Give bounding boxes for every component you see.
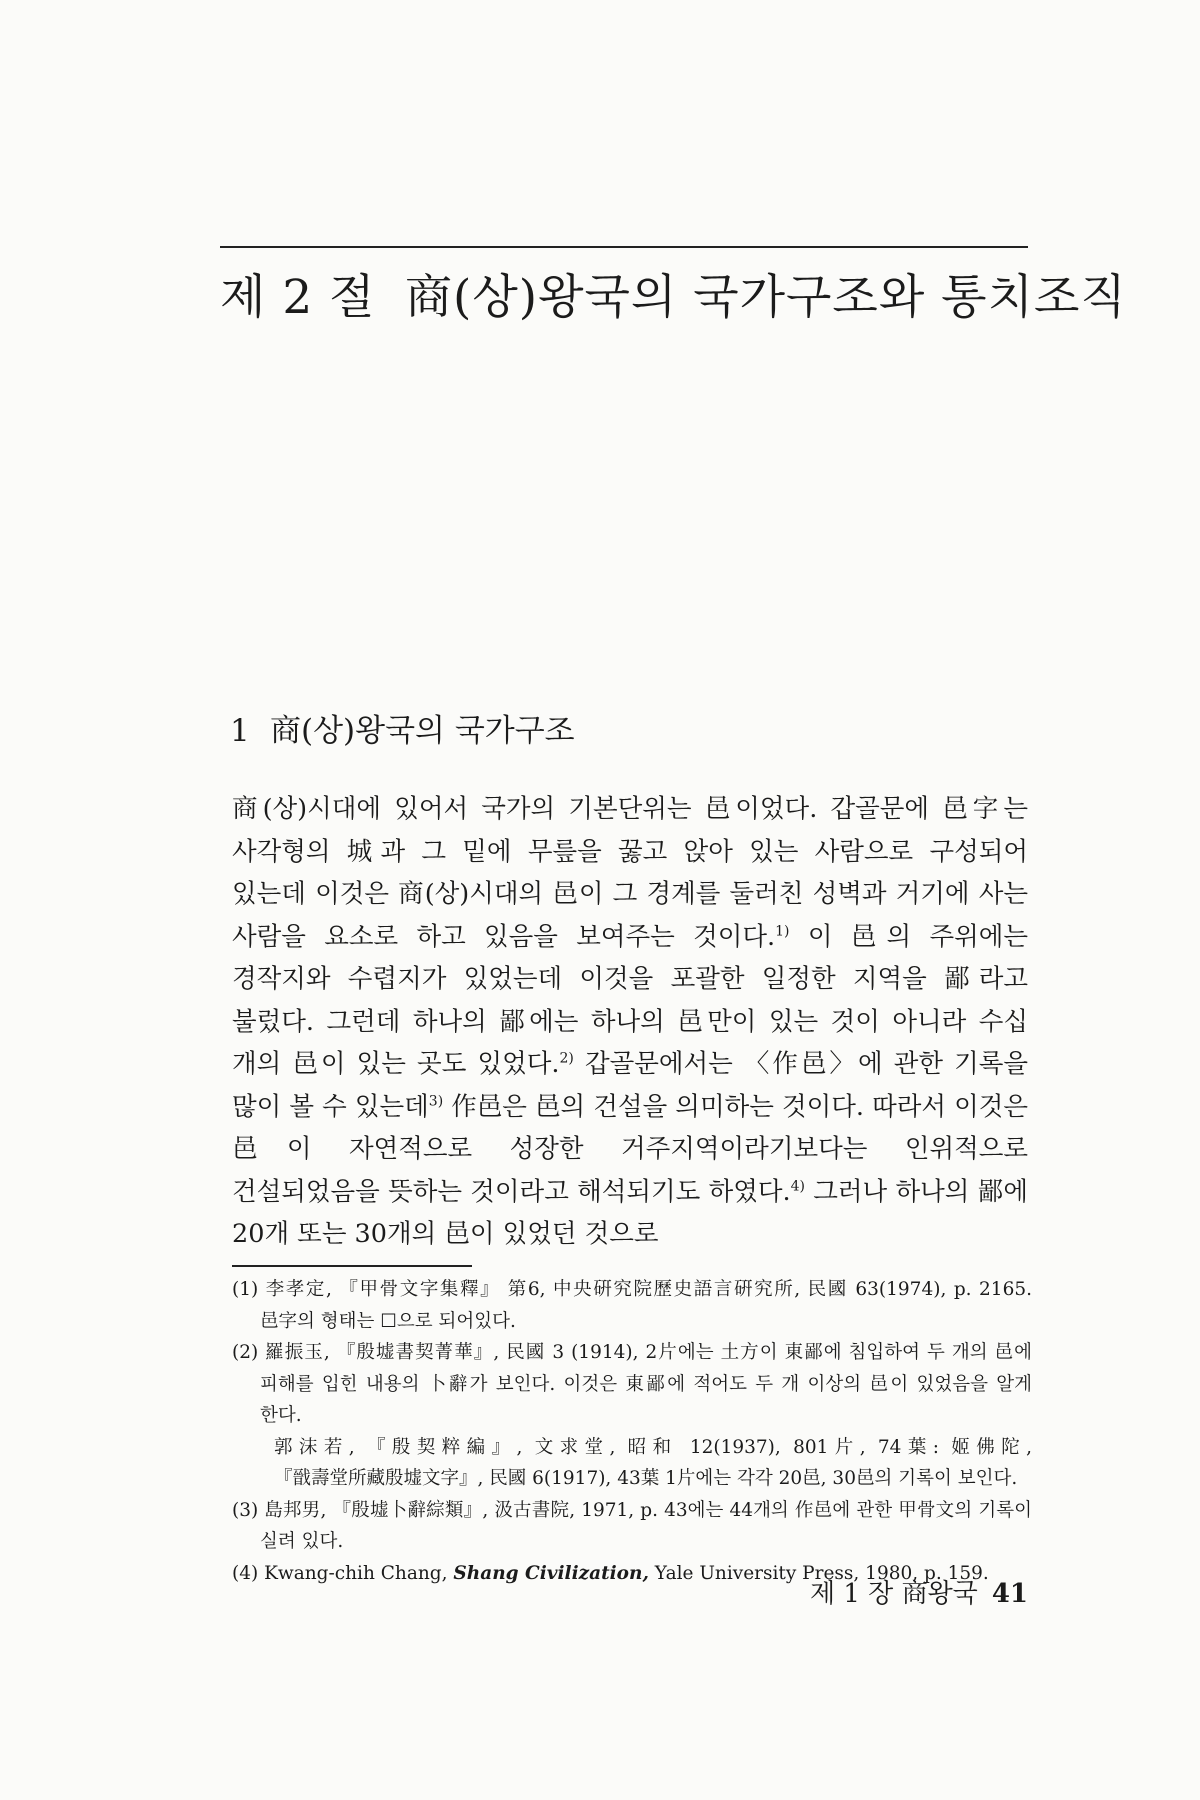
page-number: 41: [991, 1579, 1028, 1609]
chapter-number: 제 2 절: [220, 270, 376, 325]
footnote-ref-4: 4): [790, 1178, 805, 1194]
body-paragraph: [232, 788, 1028, 1256]
body-sentence: 이 邑의 주위에는 경작지와 수렵지가 있었는데 이것을 포괄한 일정한 지역을 鄙라고 불렀다. 그런데 하나의 鄙에는 하나의 邑만이 있는 것이 아니라 수십 개의 邑이 있는 곳도 있었다.: [232, 921, 1028, 1079]
footnote-4-publisher: Yale University Press, 1980, p. 159.: [648, 1562, 989, 1584]
footnote-3: (3) 島邦男, 『殷墟卜辭綜類』, 汲古書院, 1971, p. 43에는 44개의 作邑에 관한 甲骨文의 기록이 실려 있다.: [232, 1499, 1032, 1552]
section-heading: [230, 706, 575, 756]
body-sentence: 商(상)시대에 있어서 국가의 기본단위는 邑이었다. 갑골문에 邑字는 사각형의 城과 그 밑에 무릎을 꿇고 앉아 있는 사람으로 구성되어 있는데 이것은 商(상)시대의 邑이 그 경계를 둘러친 성벽과 거기에 사는 사람을 요소로 하고 있음을 보여주는 것이다.: [232, 794, 1028, 952]
footnotes: [232, 1274, 1032, 1589]
section-title: 商(상)왕국의 국가구조: [270, 713, 575, 749]
chapter-title-text: 商(상)왕국의 국가구조와 통치조직: [405, 270, 1127, 325]
footnote-ref-2: 2): [559, 1050, 574, 1067]
body-sentence: 그러나 하나의 鄙에 20개 또는 30개의 邑이 있었던 것으로: [232, 1176, 1029, 1249]
body-sentence: 갑골문에서는 〈作邑〉에 관한 기록을 많이 볼 수 있는데: [232, 1049, 1028, 1122]
footnote-4-author: (4) Kwang-chih Chang,: [232, 1562, 454, 1584]
footnote-1: (1) 李孝定, 『甲骨文字集釋』 第6, 中央硏究院歷史語言硏究所, 民國 63(1974), p. 2165. 邑字의 형태는 ☐으로 되어있다.: [232, 1279, 1032, 1332]
footer-chapter: 제 1 장 商왕국: [810, 1579, 978, 1609]
footnote-2: [232, 1337, 1032, 1495]
footnote-ref-1: 1): [775, 923, 790, 939]
footnote-2-text: (2) 羅振玉, 『殷墟書契菁華』, 民國 3 (1914), 2片에는 土方이 東鄙에 침입하여 두 개의 邑에 피해를 입힌 내용의 卜辭가 보인다. 이것은 東鄙에 적어도 두 개 이상의 邑이 있었음을 알게 한다.: [232, 1342, 1032, 1426]
footnote-2-continuation: 郭沫若, 『殷契粹編』, 文求堂, 昭和 12(1937), 801片, 74葉: 姬佛陀, 『戩壽堂所藏殷墟文字』, 民國 6(1917), 43葉 1片에는 각각 20邑, 30邑의 기록이 보인다.: [274, 1436, 1032, 1489]
top-rule: [220, 246, 1028, 248]
chapter-title: [220, 258, 1127, 338]
footnote-rule: [232, 1265, 472, 1267]
footnote-4-book: Shang Civilization,: [453, 1562, 649, 1584]
body-sentence: 作邑은 邑의 건설을 의미하는 것이다. 따라서 이것은 邑이 자연적으로 성장한 거주지역이라기보다는 인위적으로 건설되었음을 뜻하는 것이라고 해석되기도 하였다.: [232, 1091, 1028, 1207]
running-footer: [790, 1574, 1028, 1614]
footnote-ref-3: 3): [428, 1093, 444, 1109]
section-number: 1: [230, 713, 250, 749]
